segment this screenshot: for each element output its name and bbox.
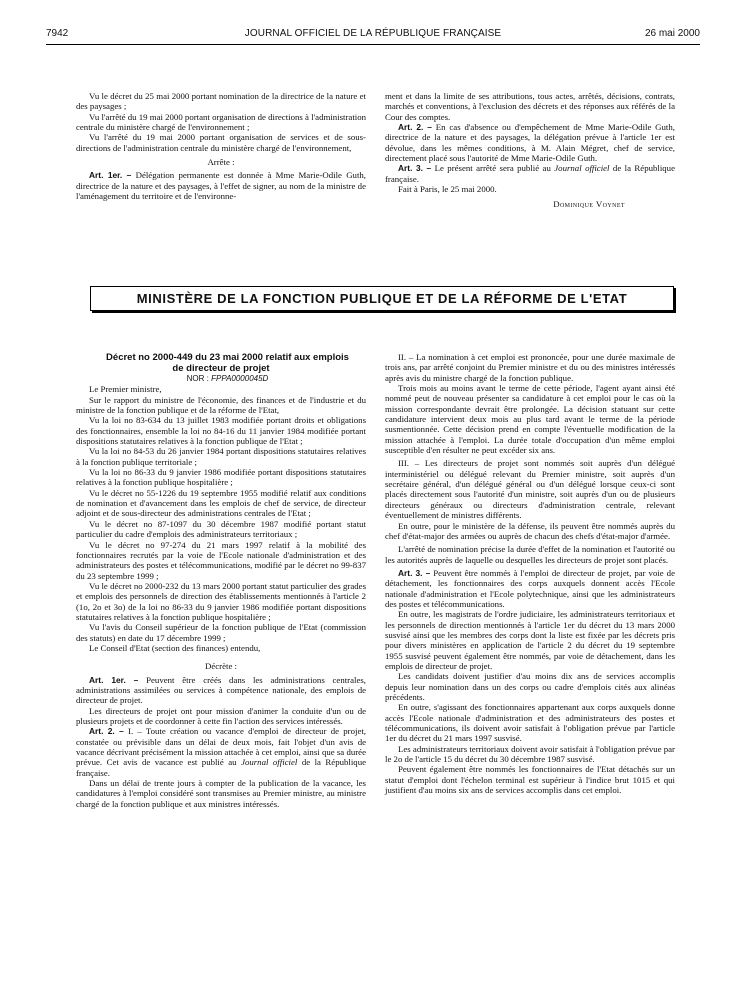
page-number: 7942 [46, 28, 69, 39]
decree-paragraph: Le Premier ministre, [89, 384, 162, 395]
article-label: Art. 3. – [398, 163, 432, 174]
signatory-name: Dominique Voynet [553, 199, 625, 210]
article-text: de la République française. [385, 163, 675, 184]
decree-paragraph: Vu l'avis du Conseil supérieur de la fonction publique de l'Etat (commission des statuts) en date du 17 décembre 1999 ; [76, 622, 366, 643]
article-label: Art. 2. – [89, 726, 124, 737]
arrete-heading: Arrête : [207, 157, 235, 168]
decree-paragraph: Les candidats doivent justifier d'au moins dix ans de services accomplis depuis leur nomination dans un des corps ou cadre d'emplois cités aux alinéas précédents. [385, 671, 675, 702]
decree-paragraph: En outre, les magistrats de l'ordre judiciaire, les administrateurs territoriaux et les personnels de direction mentionnés à l'article 1er du décret du 13 mars 2000 susvisé ainsi que les membres des corps dont la liste est fixée par les décrets pris pour divers ministères en application de l'article 2 du décret du 19 septembre 1955 susvisé peuvent également être nommés, par voie de détachement, dans les emplois de directeur de projet. [385, 609, 675, 671]
decree-paragraph: Vu le décret no 87-1097 du 30 décembre 1987 modifié portant statut particulier du cadre d'emplois des administrateurs territoriaux ; [76, 518, 366, 540]
article-3-paragraph [385, 568, 675, 609]
article-text: de la République française. [76, 757, 366, 778]
running-header [46, 28, 700, 42]
decree-paragraph: Dans un délai de trente jours à compter de la publication de la vacance, les candidatures à l'emploi considéré sont transmises au Premier ministre, au ministre chargé de la fonction publique et aux ministres intéressés. [76, 778, 366, 809]
continued-paragraph: ment et dans la limite de ses attributions, tous actes, arrêtés, décisions, contrats, marchés et conventions, à l'exclusion des décrets et des réponses aux référés de la Cour des comptes. [385, 91, 675, 122]
decree-paragraph: Trois mois au moins avant le terme de cette période, l'agent ayant ainsi été nommé peut de nouveau présenter sa candidature à cet emploi pour le cas où la mission correspondante devrait être prolongée. La décision statuant sur cette candidature intervient deux mois au plus tard avant le terme de la période susmentionnée. Cette décision prend en compte l'éventuelle modification de la mission attachée à l'emploi. La durée totale d'occupation d'un même emploi susceptible d'en résulter ne peut excéder six ans. [385, 383, 675, 456]
decree-paragraph: III. – Les directeurs de projet sont nommés soit auprès d'un délégué interministériel ou délégué relevant du Premier ministre, soit auprès d'un secrétaire général, d'un délégué général ou d'un délégué lorsque ceux-ci sont placés directement sous l'autorité d'un ministre, soit auprès d'un ou de plusieurs directeurs généraux ou directeurs d'administration centrale, relevant éventuellement de ministres différents. [385, 458, 675, 521]
decree-paragraph: Le Conseil d'Etat (section des finances) entendu, [89, 642, 261, 653]
article-text: En cas d'absence ou d'empêchement de Mme Marie-Odile Guth, directrice de la nature et des paysages, la délégation prévue à l'article 1er est dévolue, dans les mêmes conditions, à M. Alain Mégret, chef de service, directement placé sous l'autorité de Mme Marie-Odile Guth. [385, 122, 675, 164]
decree-right-column [385, 352, 675, 795]
signature [385, 199, 675, 209]
decree-paragraph: Peuvent également être nommés les fonctionnaires de l'Etat détachés sur un statut d'emploi dont l'échelon terminal est supérieur à l'indice brut 1015 et qui justifient d'au moins six ans de services accomplis dans cet emploi. [385, 764, 675, 796]
article-label: Art. 1er. – [89, 170, 132, 181]
nor-code: FPPA0000045D [211, 374, 269, 383]
decree-title [76, 352, 366, 374]
ministry-banner: MINISTÈRE DE LA FONCTION PUBLIQUE ET DE LA RÉFORME DE L'ETAT [90, 286, 674, 311]
decree-paragraph: Vu le décret no 55-1226 du 19 septembre 1955 modifié relatif aux conditions de nomination et d'avancement dans les emplois de chef de service, de directeur adjoint et de sous-directeur des administrations centrales de l'Etat ; [76, 487, 366, 519]
journal-title: JOURNAL OFFICIEL DE LA RÉPUBLIQUE FRANÇAISE [244, 28, 502, 39]
decree-paragraph: Vu le décret no 97-274 du 21 mars 1997 relatif à la mobilité des fonctionnaires recrutés par la voie de l'Ecole nationale d'administration et des administrateurs des postes et télécommunications, modifié par le décret no 99-837 du 23 septembre 1999 ; [76, 539, 366, 581]
prev-arrete-left-column [76, 91, 366, 201]
header-rule [46, 44, 700, 45]
visa-paragraph: Vu l'arrêté du 19 mai 2000 portant organisation de services et de sous-directions de l'administration centrale du ministère chargé de l'environnement, [76, 132, 366, 153]
article-1-paragraph [76, 170, 366, 201]
decree-paragraph: Vu la loi no 86-33 du 9 janvier 1986 modifiée portant dispositions statutaires relatives à la fonction publique hospitalière ; [76, 467, 366, 488]
article-2-paragraph [385, 122, 675, 163]
decree-paragraph: Les directeurs de projet ont pour mission d'animer la conduite d'un ou de plusieurs projets et de coordonner à cette fin l'action des services intéressés. [76, 705, 366, 726]
visa-paragraph: Vu le décret du 25 mai 2000 portant nomination de la directrice de la nature et des paysages ; [76, 91, 366, 112]
issue-date: 26 mai 2000 [644, 28, 700, 39]
decree-title-line: de directeur de projet [172, 363, 270, 374]
article-label: Art. 3. – [398, 567, 431, 578]
decree-title-line: Décret no 2000-449 du 23 mai 2000 relatif aux emplois [106, 352, 349, 363]
place-date: Fait à Paris, le 25 mai 2000. [398, 184, 497, 195]
decree-paragraph: Les administrateurs territoriaux doivent avoir satisfait à l'obligation prévue par le 2o de l'article 15 du décret du 30 décembre 1987 susvisé. [385, 743, 675, 765]
prev-arrete-right-column [385, 91, 675, 210]
article-text: Le présent arrêté sera publié au [434, 163, 555, 174]
article-text: Délégation permanente est donnée à Mme Marie-Odile Guth, directrice de la nature et des paysages, à l'effet de signer, au nom de la ministre de l'aménagement du territoire et de l'environne- [76, 170, 367, 202]
decree-paragraph: Vu la loi no 84-53 du 26 janvier 1984 portant dispositions statutaires relatives à la fonction publique territoriale ; [76, 446, 366, 467]
article-1-paragraph [76, 675, 366, 706]
journal-name: Journal officiel [241, 757, 298, 768]
decree-paragraph: Vu le décret no 2000-232 du 13 mars 2000 portant statut particulier des grades et emplois des personnels de direction des établissements mentionnés à l'article 2 (1o, 2o et 3o) de la loi no 86-33 du 9 janvier 1986 modifiée portant dispositions statutaires relatives à la fonction publique hospitalière ; [76, 580, 366, 622]
decree-paragraph: II. – La nomination à cet emploi est prononcée, pour une durée maximale de trois ans, par arrêté conjoint du Premier ministre et du ou des ministres intéressés après avis du ministre chargé de la fonction publique. [385, 352, 675, 383]
article-2-paragraph [76, 726, 366, 778]
visa-paragraph: Vu l'arrêté du 19 mai 2000 portant organisation de directions à l'administration centrale du ministère chargé de l'environnement ; [76, 111, 366, 133]
decree-left-column [76, 352, 366, 809]
article-text: Peuvent être nommés à l'emploi de directeur de projet, par voie de détachement, les fonctionnaires des corps auxquels donnent accès l'Ecole nationale d'administration et l'Ecole polytechnique, ainsi que les administrateurs des postes et télécommunications. [385, 567, 675, 609]
decree-paragraph: Vu la loi no 83-634 du 13 juillet 1983 modifiée portant droits et obligations des fonctionnaires, ensemble la loi no 84-16 du 11 janvier 1984 modifiée portant dispositions statutaires relatives à la fonction publique de l'Etat ; [76, 415, 366, 447]
journal-name: Journal officiel [554, 163, 610, 174]
decree-paragraph: En outre, s'agissant des fonctionnaires appartenant aux corps auxquels donne accès l'Ecole nationale d'administration et des administrateurs des postes et télécommunications, ils doivent avoir satisfait à l'obligation prévue par l'article 1er du décret du 21 mars 1997 susvisé. [385, 702, 675, 744]
article-text: Peuvent être créés dans les administrations centrales, administrations assimilées ou services à compétence nationale, des emplois de directeur de projet. [76, 674, 366, 706]
article-3-paragraph [385, 163, 675, 184]
article-text: I. – Toute création ou vacance d'emploi de directeur de projet, constatée ou prévisible dans un délai de deux mois, fait l'objet d'un avis de vacance décrivant précisément la mission attachée à cet emploi, ainsi que sa durée prévue. Cet avis de vacance est publié au [76, 726, 366, 768]
decree-paragraph: L'arrêté de nomination précise la durée d'effet de la nomination et l'autorité ou les autorités auprès de laquelle ou desquelles les directeurs de projet sont placés. [385, 544, 675, 565]
decree-paragraph: En outre, pour le ministère de la défense, ils peuvent être nommés auprès du chef d'état-major des armées ou auprès de chacun des chefs d'état-major d'armée. [385, 520, 675, 541]
decree-paragraph: Sur le rapport du ministre de l'économie, des finances et de l'industrie et du ministre de la fonction publique et de la réforme de l'Etat, [76, 394, 366, 416]
article-label: Art. 2. – [398, 122, 432, 133]
nor-reference [76, 374, 366, 384]
decrete-heading: Décrète : [205, 661, 237, 672]
article-label: Art. 1er. – [89, 674, 139, 685]
nor-label: NOR : [186, 374, 212, 383]
